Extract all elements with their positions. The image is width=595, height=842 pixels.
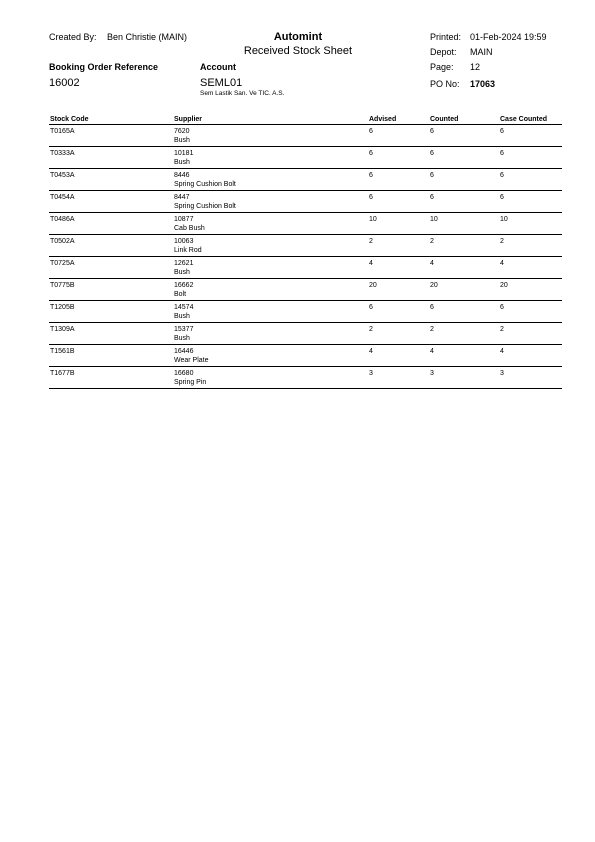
supplier-cell: [174, 127, 190, 145]
case-counted-cell: 6: [500, 172, 504, 179]
page-label: Page:: [430, 62, 454, 72]
supplier-code: 16446: [174, 348, 194, 355]
supplier-code: 15377: [174, 326, 194, 333]
table-row: [49, 257, 562, 279]
column-stock-code: Stock Code: [50, 116, 89, 123]
counted-cell: 20: [430, 282, 438, 289]
stock-code-cell: T0333A: [50, 150, 75, 157]
table-row: [49, 169, 562, 191]
stock-code-cell: T1309A: [50, 326, 75, 333]
table-row: [49, 345, 562, 367]
company-name: Automint: [273, 31, 323, 43]
item-description: Cab Bush: [174, 225, 205, 232]
supplier-cell: [174, 259, 193, 277]
depot-label: Depot:: [430, 47, 457, 57]
item-description: Bush: [174, 335, 190, 342]
item-description: Bush: [174, 137, 190, 144]
counted-cell: 3: [430, 370, 434, 377]
table-row: [49, 147, 562, 169]
table-row: [49, 213, 562, 235]
booking-reference-label: Booking Order Reference: [49, 62, 159, 72]
column-case-counted: Case Counted: [500, 116, 548, 123]
created-by-label: Created By:: [49, 32, 97, 42]
advised-cell: 10: [369, 216, 377, 223]
po-label: PO No:: [430, 79, 460, 89]
counted-cell: 6: [430, 128, 434, 135]
item-description: Bolt: [174, 291, 187, 298]
stock-code-cell: T0453A: [50, 172, 75, 179]
booking-reference-value: 16002: [49, 77, 80, 89]
counted-cell: 4: [430, 348, 434, 355]
counted-cell: 10: [430, 216, 438, 223]
counted-cell: 6: [430, 194, 434, 201]
case-counted-cell: 2: [500, 326, 504, 333]
supplier-cell: [174, 149, 193, 167]
supplier-cell: [174, 303, 193, 321]
table-row: [49, 323, 562, 345]
item-description: Spring Pin: [174, 379, 207, 386]
supplier-cell: [174, 237, 202, 255]
case-counted-cell: 4: [500, 260, 504, 267]
stock-table: [49, 114, 562, 389]
table-row: [49, 367, 562, 389]
item-description: Bush: [174, 159, 190, 166]
item-description: Bush: [174, 269, 190, 276]
stock-code-cell: T0454A: [50, 194, 75, 201]
stock-code-cell: T0775B: [50, 282, 75, 289]
table-row: [49, 125, 562, 147]
account-code: SEML01: [200, 77, 243, 89]
printed-label: Printed:: [430, 32, 462, 42]
table-row: [49, 279, 562, 301]
table-body: [49, 125, 562, 389]
case-counted-cell: 4: [500, 348, 504, 355]
supplier-code: 10181: [174, 150, 194, 157]
stock-code-cell: T1205B: [50, 304, 75, 311]
advised-cell: 4: [369, 260, 373, 267]
counted-cell: 2: [430, 326, 434, 333]
counted-cell: 2: [430, 238, 434, 245]
supplier-code: 16662: [174, 282, 194, 289]
counted-cell: 4: [430, 260, 434, 267]
table-row: [49, 301, 562, 323]
supplier-cell: [174, 171, 236, 189]
supplier-cell: [174, 193, 236, 211]
counted-cell: 6: [430, 172, 434, 179]
supplier-cell: [174, 325, 193, 343]
supplier-code: 16680: [174, 370, 194, 377]
case-counted-cell: 6: [500, 150, 504, 157]
case-counted-cell: 6: [500, 304, 504, 311]
item-description: Spring Cushion Bolt: [174, 181, 236, 188]
column-supplier: Supplier: [174, 116, 203, 123]
item-description: Spring Cushion Bolt: [174, 203, 236, 210]
page-value: 12: [470, 62, 481, 72]
supplier-cell: [174, 369, 206, 387]
stock-code-cell: T0165A: [50, 128, 75, 135]
stock-code-cell: T1561B: [50, 348, 75, 355]
case-counted-cell: 10: [500, 216, 508, 223]
stock-code-cell: T0486A: [50, 216, 75, 223]
depot-value: MAIN: [470, 47, 493, 57]
advised-cell: 6: [369, 172, 373, 179]
account-label: Account: [200, 62, 236, 72]
supplier-code: 8447: [174, 194, 190, 201]
created-by-value: Ben Christie (MAIN): [107, 32, 188, 42]
supplier-cell: [174, 347, 209, 365]
counted-cell: 6: [430, 150, 434, 157]
counted-cell: 6: [430, 304, 434, 311]
supplier-code: 8446: [174, 172, 190, 179]
item-description: Bush: [174, 313, 190, 320]
case-counted-cell: 3: [500, 370, 504, 377]
stock-code-cell: T0725A: [50, 260, 75, 267]
advised-cell: 2: [369, 238, 373, 245]
po-value: 17063: [470, 79, 496, 89]
item-description: Wear Plate: [174, 357, 209, 364]
account-name: Sem Lastik San. Ve TIC. A.S.: [200, 90, 285, 97]
advised-cell: 6: [369, 304, 373, 311]
table-row: [49, 191, 562, 213]
table-row: [49, 235, 562, 257]
supplier-code: 10063: [174, 238, 194, 245]
item-description: Link Rod: [174, 247, 202, 254]
supplier-code: 10877: [174, 216, 194, 223]
printed-value: 01-Feb-2024 19:59: [470, 32, 547, 42]
stock-code-cell: T1677B: [50, 370, 75, 377]
supplier-cell: [174, 215, 205, 233]
advised-cell: 4: [369, 348, 373, 355]
supplier-cell: [174, 281, 193, 299]
advised-cell: 3: [369, 370, 373, 377]
table-header: [49, 114, 562, 125]
column-counted: Counted: [430, 116, 459, 123]
column-advised: Advised: [369, 116, 397, 123]
advised-cell: 6: [369, 194, 373, 201]
supplier-code: 12621: [174, 260, 194, 267]
case-counted-cell: 6: [500, 194, 504, 201]
supplier-code: 7620: [174, 128, 190, 135]
advised-cell: 2: [369, 326, 373, 333]
case-counted-cell: 20: [500, 282, 508, 289]
case-counted-cell: 6: [500, 128, 504, 135]
advised-cell: 6: [369, 150, 373, 157]
case-counted-cell: 2: [500, 238, 504, 245]
stock-code-cell: T0502A: [50, 238, 75, 245]
report-title: Received Stock Sheet: [243, 45, 353, 57]
advised-cell: 6: [369, 128, 373, 135]
advised-cell: 20: [369, 282, 377, 289]
supplier-code: 14574: [174, 304, 194, 311]
